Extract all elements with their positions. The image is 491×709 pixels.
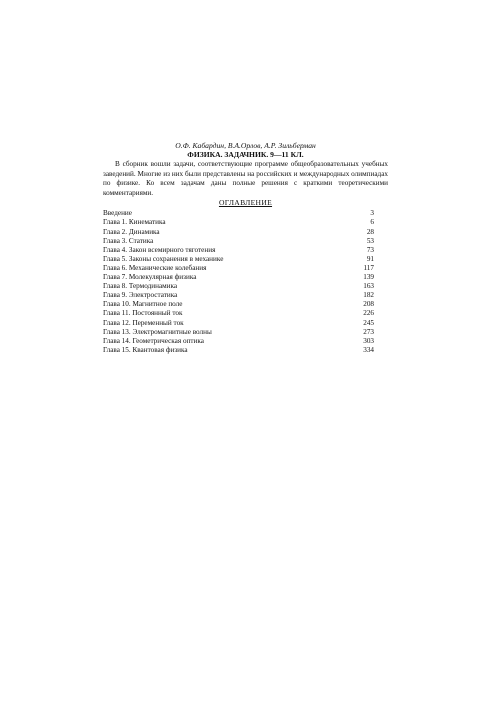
toc-entry-title: Глава 2. Динамика — [103, 227, 160, 236]
toc-row — [103, 282, 388, 291]
toc-row — [103, 337, 388, 346]
toc-entry-page: 208 — [363, 300, 374, 309]
toc-row — [103, 237, 388, 246]
toc-entry-title: Глава 9. Электростатика — [103, 291, 178, 300]
toc-entry-title: Глава 11. Постоянный ток — [103, 309, 183, 318]
toc-row — [103, 309, 388, 318]
toc-row — [103, 264, 388, 273]
toc-entry-page: 226 — [363, 309, 374, 318]
toc-entry-page: 182 — [363, 291, 374, 300]
book-title: ФИЗИКА. ЗАДАЧНИК. 9—11 КЛ. — [187, 150, 304, 159]
table-of-contents — [103, 209, 388, 355]
toc-row — [103, 328, 388, 337]
toc-entry-page: 163 — [363, 282, 374, 291]
toc-heading: ОГЛАВЛЕНИЕ — [218, 198, 273, 208]
toc-entry-title: Глава 13. Электромагнитные волны — [103, 327, 212, 336]
toc-entry-page: 334 — [363, 345, 374, 354]
toc-entry-title: Глава 3. Статика — [103, 236, 154, 245]
toc-row — [103, 218, 388, 227]
toc-row — [103, 246, 388, 255]
book-annotation: В сборник вошли задачи, соответствующие программе общеобразовательных учебных заведений. Многие из них были представлены на российских и международных олимпиадах по физике. Ко всем задачам даны полные решения с краткими теоретическими комментариями. — [103, 160, 388, 197]
toc-row — [103, 346, 388, 355]
toc-entry-page: 73 — [366, 245, 374, 254]
toc-entry-page: 28 — [366, 227, 374, 236]
toc-row — [103, 228, 388, 237]
toc-row — [103, 319, 388, 328]
toc-entry-page: 117 — [363, 263, 374, 272]
toc-entry-title: Глава 14. Геометрическая оптика — [103, 336, 204, 345]
toc-row — [103, 209, 388, 218]
toc-row — [103, 273, 388, 282]
toc-entry-page: 273 — [363, 327, 374, 336]
toc-entry-title: Глава 8. Термодинамика — [103, 282, 178, 291]
toc-entry-page: 91 — [366, 254, 374, 263]
toc-entry-title: Глава 12. Переменный ток — [103, 318, 184, 327]
toc-row — [103, 300, 388, 309]
book-authors: О.Ф. Кабардин, В.А.Орлов, А.Р. Зильберман — [175, 141, 316, 150]
toc-entry-title: Глава 1. Кинематика — [103, 218, 166, 227]
toc-row — [103, 255, 388, 264]
toc-entry-title: Введение — [103, 209, 132, 218]
toc-entry-page: 139 — [363, 273, 374, 282]
toc-entry-page: 245 — [363, 318, 374, 327]
toc-entry-title: Глава 4. Закон всемирного тяготения — [103, 245, 216, 254]
toc-entry-title: Глава 7. Молекулярная физика — [103, 273, 197, 282]
toc-entry-title: Глава 5. Законы сохранения в механике — [103, 254, 224, 263]
toc-entry-title: Глава 6. Механические колебания — [103, 263, 207, 272]
toc-entry-page: 303 — [363, 336, 374, 345]
toc-entry-page: 3 — [370, 209, 374, 218]
toc-entry-page: 6 — [370, 218, 374, 227]
book-info-block — [103, 141, 388, 355]
toc-entry-page: 53 — [366, 236, 374, 245]
toc-row — [103, 291, 388, 300]
toc-entry-title: Глава 15. Квантовая физика — [103, 345, 188, 354]
toc-entry-title: Глава 10. Магнитное поле — [103, 300, 183, 309]
